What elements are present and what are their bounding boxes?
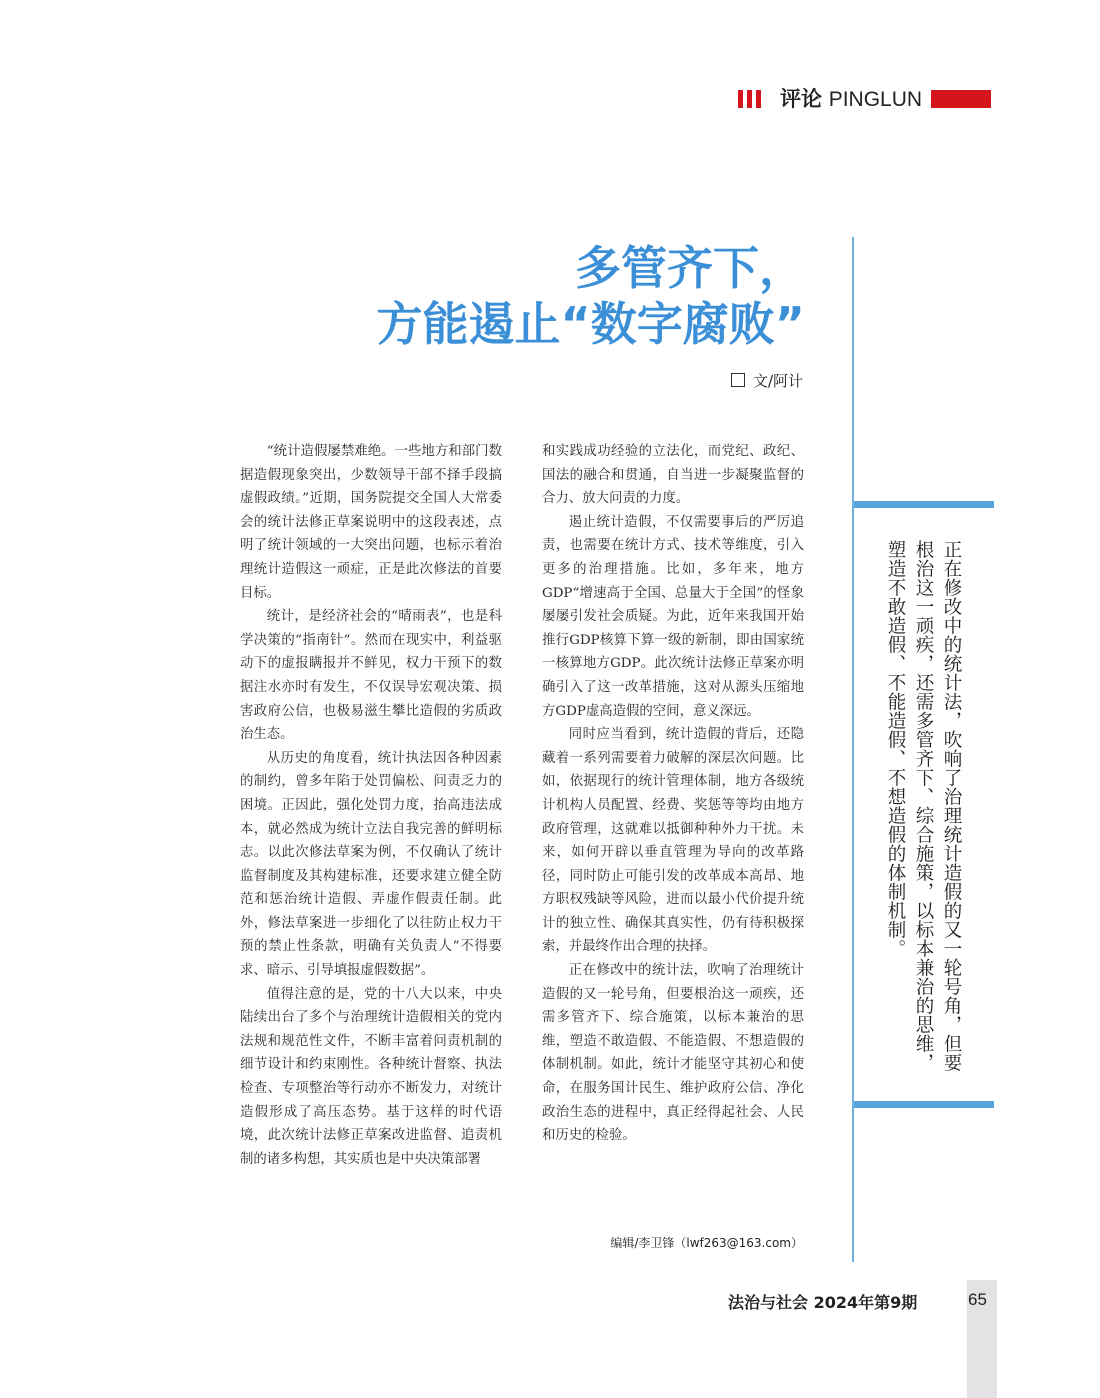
section-label xyxy=(780,85,922,114)
paragraph-continued: 和实践成功经验的立法化，而党纪、政纪、国法的融合和贯通，自当进一步凝聚监督的合力、放大问责的力度。 xyxy=(542,444,804,507)
pull-quote-top-bar xyxy=(854,501,994,508)
section-label-cn: 评论 xyxy=(780,87,822,111)
publication-info: 法治与社会 2024年第9期 xyxy=(728,1293,918,1312)
paragraph: 同时应当看到，统计造假的背后，还隐藏着一系列需要着力破解的深层次问题。比如，依据现行的统计管理体制，地方各级统计机构人员配置、经费、奖惩等等均由地方政府管理，这就难以抵御种种外力干扰。未来，如何开辟以垂直管理为导向的改革路径，同时防止可能引发的改革成本高昂、地方职权残缺等风险，进而以最小代价提升统计的独立性、确保其真实性，仍有待积极探索，并最终作出合理的抉择。 xyxy=(542,727,804,955)
paragraph: 从历史的角度看，统计执法因各种因素的制约，曾多年陷于处罚偏松、问责乏力的困境。正因此，强化处罚力度，抬高违法成本，就必然成为统计立法自我完善的鲜明标志。以此次修法草案为例，不仅确认了统计监督制度及其构建标准，还要求建立健全防范和惩治统计造假、弄虚作假责任制。此外，修法草案进一步细化了以往防止权力干预的禁止性条款，明确有关负责人“不得要求、暗示、引导填报虚假数据”。 xyxy=(240,750,502,979)
page-number: 65 xyxy=(968,1290,987,1309)
title-line-1: 多管齐下， xyxy=(575,241,805,295)
section-bars xyxy=(738,90,768,108)
pull-quote-bottom-bar xyxy=(854,1101,994,1108)
byline-box-icon xyxy=(731,373,745,387)
sidebar-divider xyxy=(852,237,854,1262)
pull-quote: 正在修改中的统计法，吹响了治理统计造假的又一轮号角，但要根治这一顽疾，还需多管齐下、综合施策，以标本兼治的思维，塑造不敢造假、不能造假、不想造假的体制机制。 xyxy=(885,540,962,1072)
paragraph: 统计，是经济社会的“晴雨表”，也是科学决策的“指南针”。然而在现实中，利益驱动下的虚报瞒报并不鲜见，权力干预下的数据注水亦时有发生，不仅误导宏观决策、损害政府公信，也极易滋生攀比造假的劣质政治生态。 xyxy=(240,609,502,743)
paragraph: 正在修改中的统计法，吹响了治理统计造假的又一轮号角，但要根治这一顽疾，还需多管齐下、综合施策，以标本兼治的思维，塑造不敢造假、不能造假、不想造假的体制机制。如此，统计才能坚守其初心和使命，在服务国计民生、维护政府公信、净化政治生态的进程中，真正经得起社会、人民和历史的检验。 xyxy=(542,963,804,1144)
paragraph: 遏止统计造假，不仅需要事后的严厉追责，也需要在统计方式、技术等维度，引入更多的治理措施。比如，多年来，地方GDP“增速高于全国、总量大于全国”的怪象屡屡引发社会质疑。为此，近年来我国开始推行GDP核算下算一级的新制，即由国家统一核算地方GDP。此次统计法修正草案亦明确引入了这一改革措施，这对从源头压缩地方GDP虚高造假的空间，意义深远。 xyxy=(542,514,804,719)
right-column xyxy=(542,440,804,1148)
paragraph: 值得注意的是，党的十八大以来，中央陆续出台了多个与治理统计造假相关的党内法规和规范性文件，不断丰富着问责机制的细节设计和约束刚性。各种统计督察、执法检查、专项整治等行动亦不断发力，对统计造假形成了高压态势。基于这样的时代语境，此次统计法修正草案改进监督、追责机制的诸多构想，其实质也是中央决策部署 xyxy=(240,986,502,1167)
editor-credit: 编辑/李卫锋（lwf263@163.com） xyxy=(610,1236,803,1250)
paragraph: “统计造假屡禁难绝。一些地方和部门数据造假现象突出，少数领导干部不择手段搞虚假政绩。”近期，国务院提交全国人大常委会的统计法修正草案说明中的这段表述，点明了统计领域的一大突出问题，也标示着治理统计造假这一顽症，正是此次修法的首要目标。 xyxy=(240,444,502,601)
byline xyxy=(560,370,803,391)
byline-text: 文/阿计 xyxy=(752,372,803,390)
left-column xyxy=(240,440,502,1171)
article-title xyxy=(330,240,805,352)
section-rule xyxy=(931,90,991,108)
title-line-2: 方能遏止“数字腐败” xyxy=(376,297,805,351)
section-label-en: PINGLUN xyxy=(828,88,923,111)
